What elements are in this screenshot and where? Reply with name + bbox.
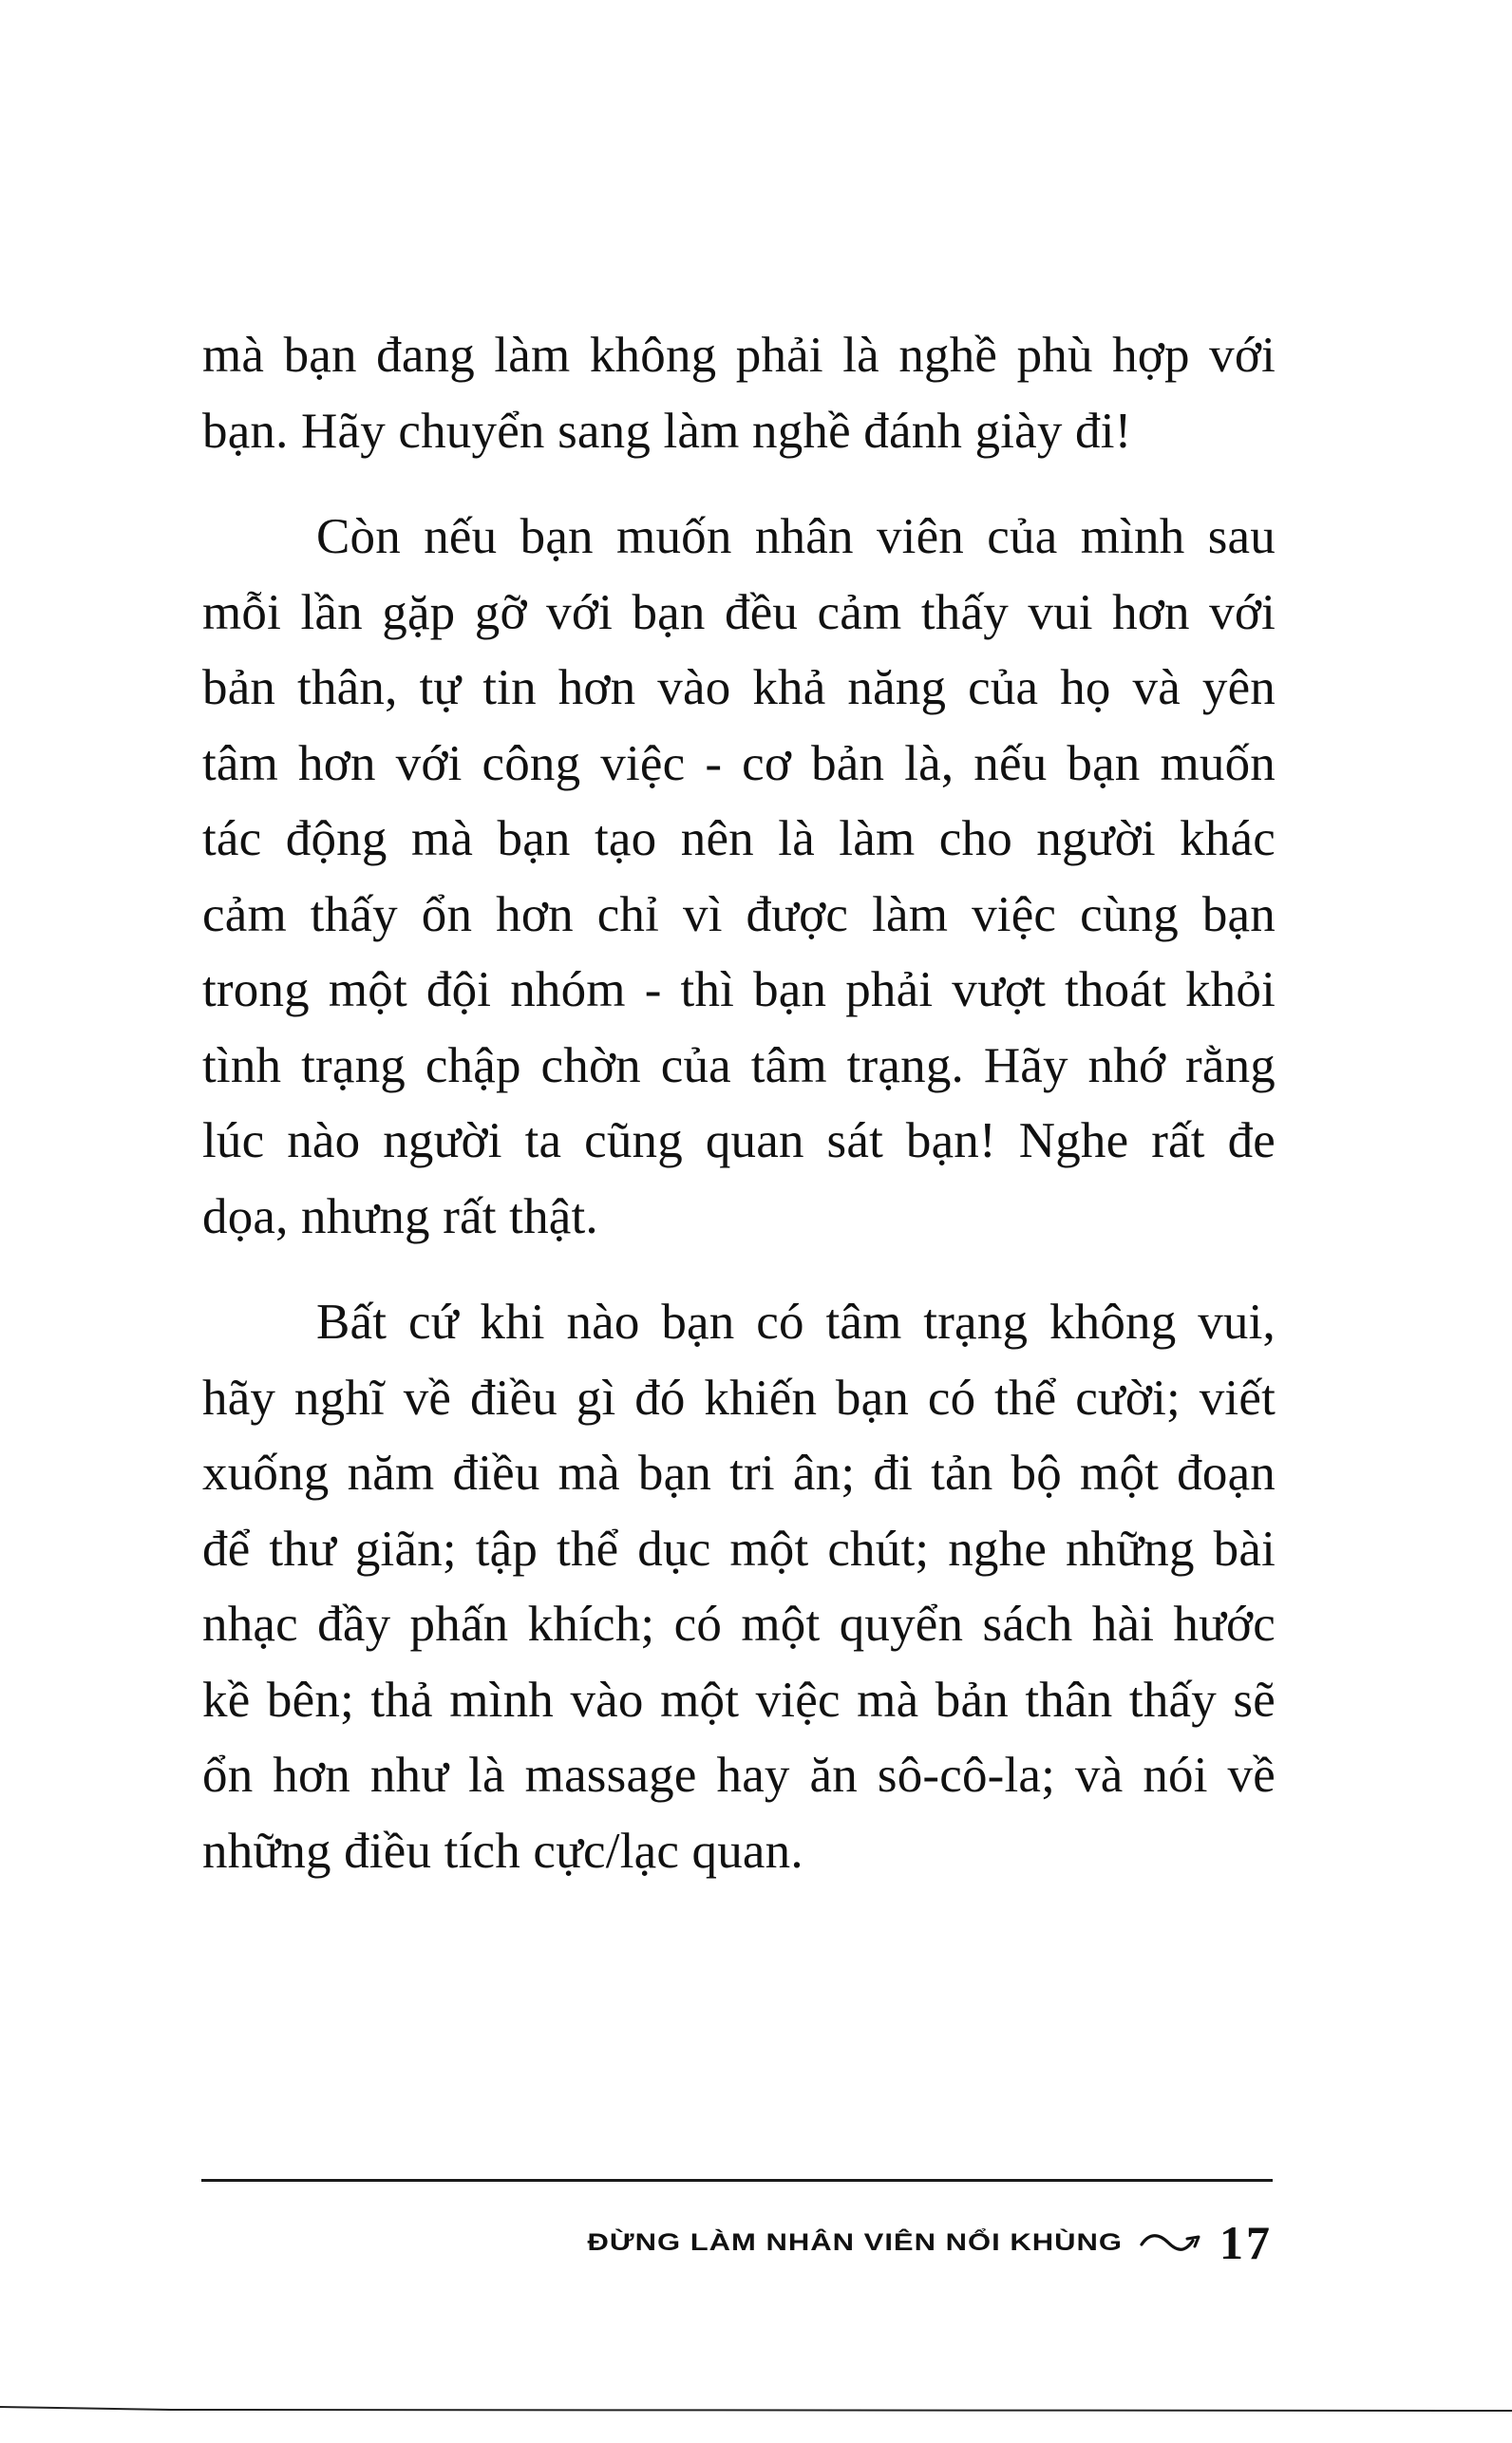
text-line: ổn hơn như là massage hay ăn sô-cô-la; và nói về: [202, 1748, 1276, 1803]
text-line: mỗi lần gặp gỡ với bạn đều cảm thấy vui hơn với: [202, 584, 1276, 640]
text-line: cảm thấy ổn hơn chỉ vì được làm việc cùng bạn: [202, 886, 1276, 942]
page-footer: [588, 2215, 1274, 2270]
text-line: tác động mà bạn tạo nên là làm cho người khác: [202, 811, 1276, 866]
text-line: tình trạng chập chờn của tâm trạng. Hãy nhớ rằng: [202, 1037, 1276, 1093]
text-line: hãy nghĩ về điều gì đó khiến bạn có thể cười; viết: [202, 1370, 1276, 1426]
text-line: bạn. Hãy chuyển sang làm nghề đánh giày đi!: [202, 403, 1132, 459]
text-line: xuống năm điều mà bạn tri ân; đi tản bộ một đoạn: [202, 1446, 1276, 1501]
page-number: 17: [1219, 2216, 1273, 2269]
tilde-swash-icon: [1140, 2229, 1202, 2256]
text-line: bản thân, tự tin hơn vào khả năng của họ và yên: [202, 660, 1276, 715]
footer-rule: [201, 2179, 1273, 2182]
scan-edge: [0, 2405, 1512, 2413]
running-title: ĐỪNG LÀM NHÂN VIÊN NỔI KHÙNG: [587, 2228, 1123, 2256]
paragraph-gap: [202, 1255, 1276, 1285]
text-line: trong một đội nhóm - thì bạn phải vượt thoát khỏi: [202, 962, 1276, 1017]
body-text: [202, 318, 1276, 1889]
text-line: những điều tích cực/lạc quan.: [202, 1823, 803, 1879]
text-line: nhạc đầy phấn khích; có một quyển sách hài hước: [202, 1597, 1276, 1652]
text-line: kề bên; thả mình vào một việc mà bản thân thấy sẽ: [202, 1672, 1276, 1728]
text-line: dọa, nhưng rất thật.: [202, 1188, 598, 1244]
text-line: Bất cứ khi nào bạn có tâm trạng không vui,: [316, 1295, 1276, 1350]
text-line: mà bạn đang làm không phải là nghề phù hợp với: [202, 328, 1276, 383]
paragraph-gap: [202, 469, 1276, 500]
text-line: tâm hơn với công việc - cơ bản là, nếu bạn muốn: [202, 735, 1276, 791]
text-line: để thư giãn; tập thể dục một chút; nghe những bài: [202, 1521, 1276, 1577]
text-line: lúc nào người ta cũng quan sát bạn! Nghe rất đe: [202, 1113, 1276, 1168]
text-line: Còn nếu bạn muốn nhân viên của mình sau: [316, 509, 1276, 564]
